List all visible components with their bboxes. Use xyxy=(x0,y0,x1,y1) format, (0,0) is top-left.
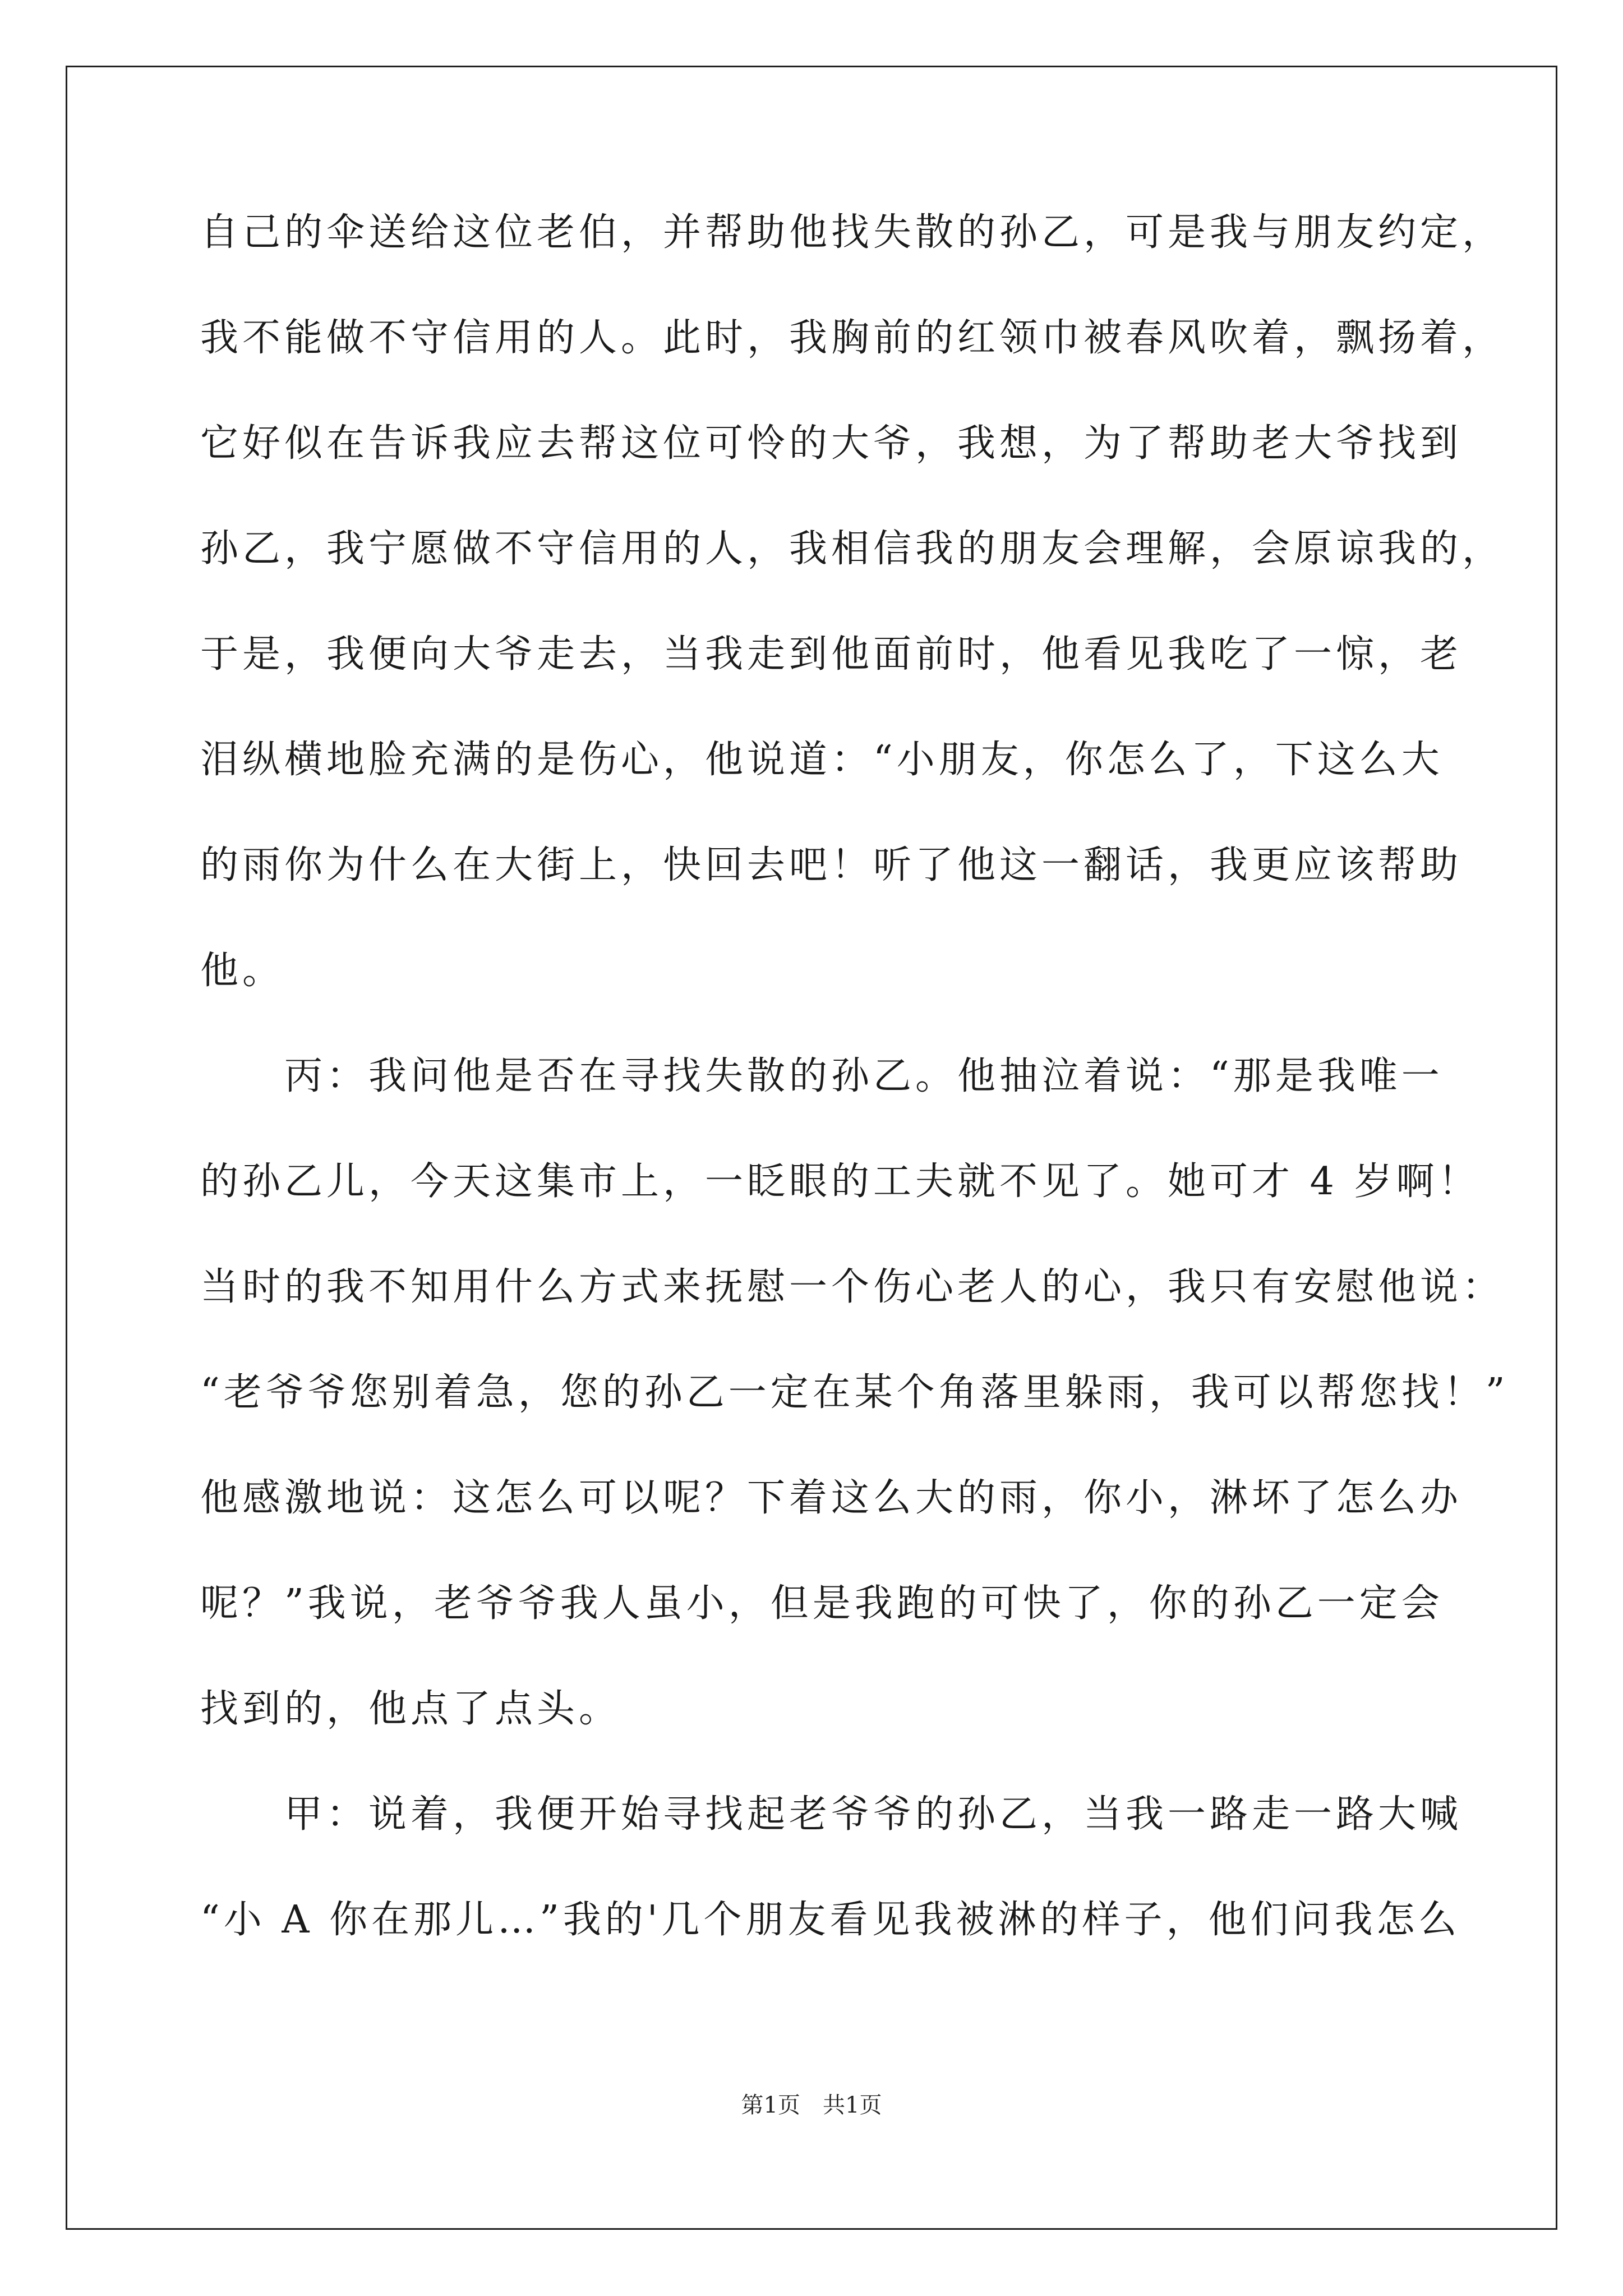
text-line: 当时的我不知用什么方式来抚慰一个伤心老人的心，我只有安慰他说： xyxy=(200,1265,1505,1309)
text-line: 甲：说着，我便开始寻找起老爷爷的孙乙，当我一路走一路大喊 xyxy=(200,1792,1463,1837)
text-line: 的雨你为什么在大街上，快回去吧！听了他这一翻话，我更应该帮助 xyxy=(200,843,1463,887)
text-line: 丙：我问他是否在寻找失散的孙乙。他抽泣着说：“那是我唯一 xyxy=(200,1054,1444,1098)
text-line: 呢？”我说，老爷爷我人虽小，但是我跑的可快了，你的孙乙一定会 xyxy=(200,1581,1444,1626)
text-line: 找到的，他点了点头。 xyxy=(200,1687,621,1731)
text-line: 于是，我便向大爷走去，当我走到他面前时，他看见我吃了一惊，老 xyxy=(200,632,1463,677)
text-line: 它好似在告诉我应去帮这位可怜的大爷，我想，为了帮助老大爷找到 xyxy=(200,421,1463,466)
text-line: 他感激地说：这怎么可以呢？下着这么大的雨，你小，淋坏了怎么办 xyxy=(200,1476,1463,1520)
text-line: “小 A 你在那儿…”我的'几个朋友看见我被淋的样子，他们问我怎么 xyxy=(200,1898,1461,1942)
text-line: 泪纵横地脸充满的是伤心，他说道：“小朋友，你怎么了，下这么大 xyxy=(200,738,1444,782)
text-line: 他。 xyxy=(200,949,285,993)
text-line: 孙乙，我宁愿做不守信用的人，我相信我的朋友会理解，会原谅我的， xyxy=(200,527,1505,571)
text-line: 自己的伞送给这位老伯，并帮助他找失散的孙乙，可是我与朋友约定， xyxy=(200,210,1505,255)
text-line: “老爷爷您别着急，您的孙乙一定在某个角落里躲雨，我可以帮您找！” xyxy=(200,1370,1509,1415)
text-line: 的孙乙儿，今天这集市上，一眨眼的工夫就不见了。她可才 4 岁啊！ xyxy=(200,1159,1481,1204)
text-line: 我不能做不守信用的人。此时，我胸前的红领巾被春风吹着，飘扬着， xyxy=(200,316,1505,360)
page-footer: 第1页 共1页 xyxy=(741,2092,882,2118)
